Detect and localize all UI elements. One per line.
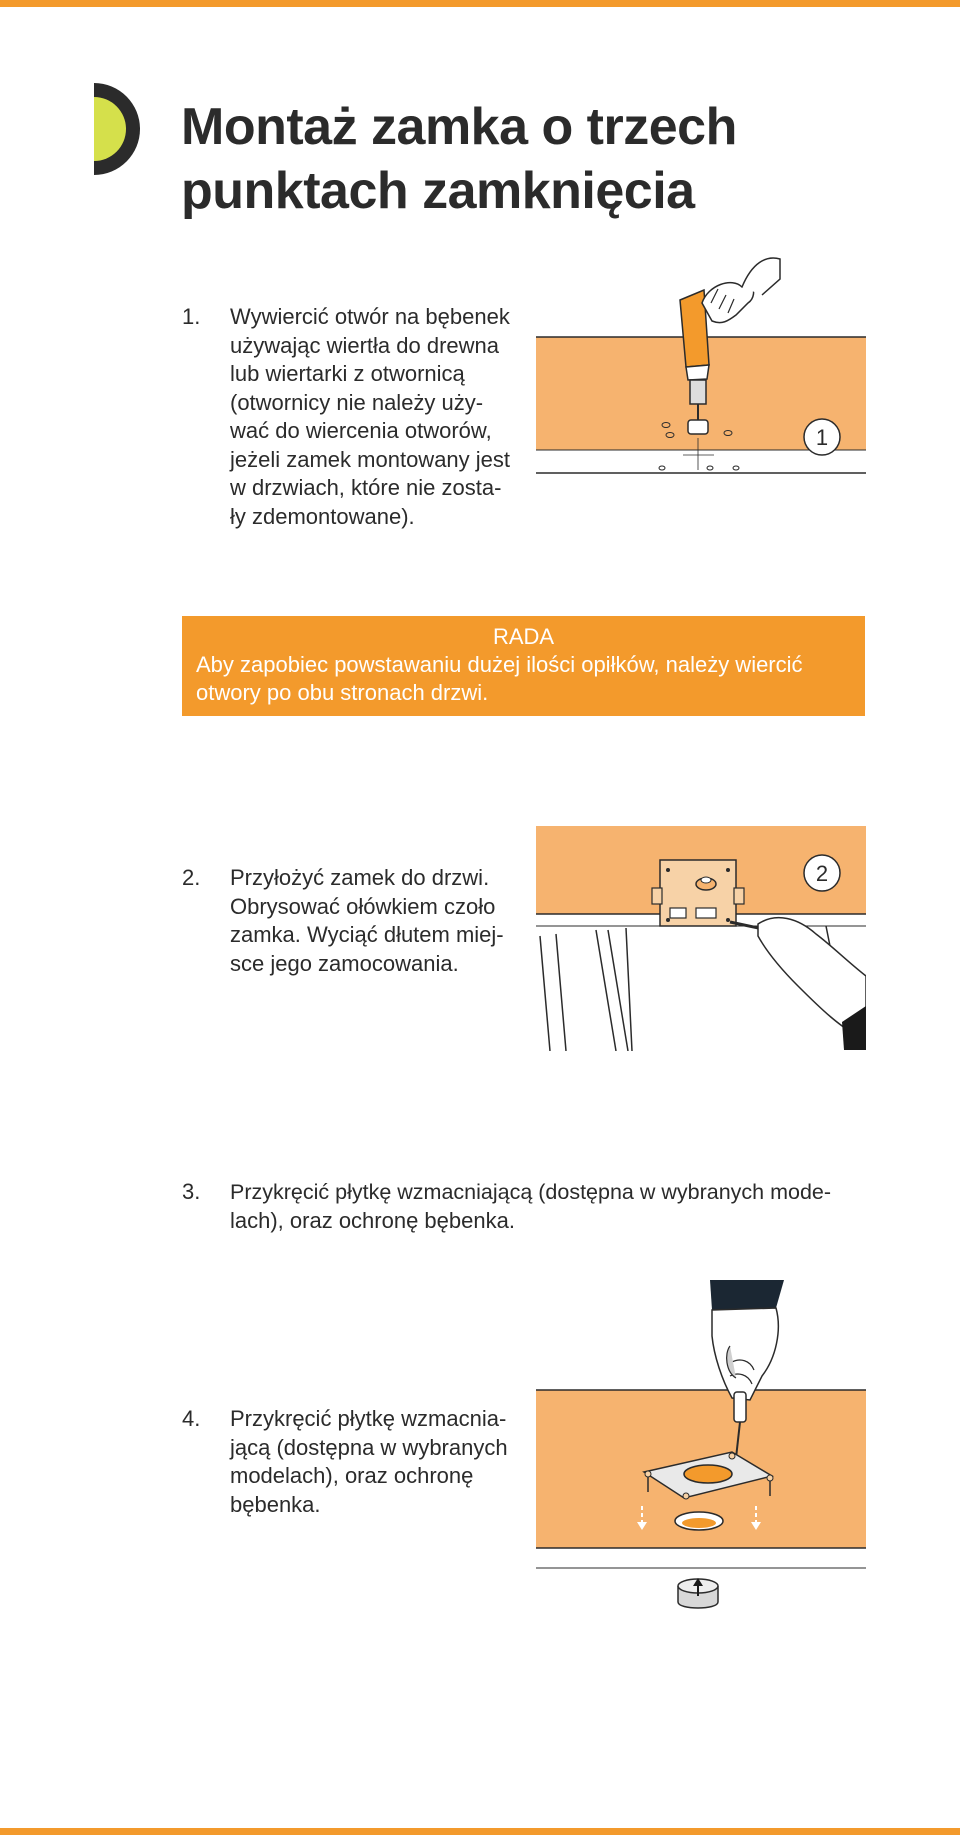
step-text: [230, 303, 517, 531]
bottom-accent-bar: [0, 1828, 960, 1835]
step-number: 3.: [182, 1179, 201, 1204]
step-line: sce jego zamocowania.: [230, 950, 459, 976]
step-text: [230, 864, 517, 978]
tip-box: [182, 616, 865, 716]
title-line-2: punktach zamknięcia: [181, 162, 695, 220]
step-line: (otwornicy nie należy uży-: [230, 389, 484, 415]
step-number: 1.: [182, 304, 201, 329]
tip-line: otwory po obu stronach drzwi.: [196, 680, 489, 705]
step-line: w drzwiach, które nie zosta-: [230, 475, 502, 500]
step-text: [230, 1178, 867, 1235]
step-line: Przyłożyć zamek do drzwi.: [230, 865, 490, 890]
step-4: [182, 1405, 517, 1525]
step-line: zamka. Wyciąć dłutem miej-: [230, 922, 504, 947]
step-line: Wywiercić otwór na bębenek: [230, 304, 510, 329]
title-line-1: Montaż zamka o trzech: [181, 98, 737, 156]
step-line: Obrysować ołówkiem czoło: [230, 893, 496, 919]
top-accent-bar: [0, 0, 960, 7]
step-3: [182, 1178, 867, 1238]
tip-line: Aby zapobiec powstawaniu dużej ilości opiłków, należy wiercić: [196, 652, 803, 677]
step-line: ły zdemontowane).: [230, 503, 415, 529]
step-number: 2.: [182, 865, 201, 890]
tip-heading: RADA: [492, 624, 555, 649]
step-number: 4.: [182, 1406, 201, 1431]
page-title: [181, 95, 901, 223]
step-line: lub wiertarki z otwornicą: [230, 361, 465, 386]
step-line: Przykręcić płytkę wzmacnia-: [230, 1406, 507, 1431]
step-line: modelach), oraz ochronę: [230, 1463, 474, 1488]
step-line: używając wiertła do drewna: [230, 332, 500, 358]
step-text: [230, 1405, 517, 1519]
step-line: jącą (dostępna w wybranych: [230, 1434, 508, 1460]
reinforcement-plate-illustration: [536, 1280, 866, 1615]
section-marker-icon: [94, 83, 144, 175]
step-line: jeżeli zamek montowany jest: [230, 446, 511, 472]
step-line: Przykręcić płytkę wzmacniającą (dostępna w wybranych mode-: [230, 1180, 832, 1204]
step-line: bębenka.: [230, 1491, 321, 1517]
drilling-illustration: [536, 255, 866, 495]
step-line: wać do wiercenia otworów,: [230, 418, 492, 443]
step-line: lach), oraz ochronę bębenka.: [230, 1207, 515, 1233]
step-1: [182, 303, 517, 535]
step-badge: 2: [815, 861, 829, 886]
step-2: [182, 864, 517, 984]
step-badge: 1: [815, 425, 829, 450]
lock-outline-illustration: [536, 826, 866, 1051]
